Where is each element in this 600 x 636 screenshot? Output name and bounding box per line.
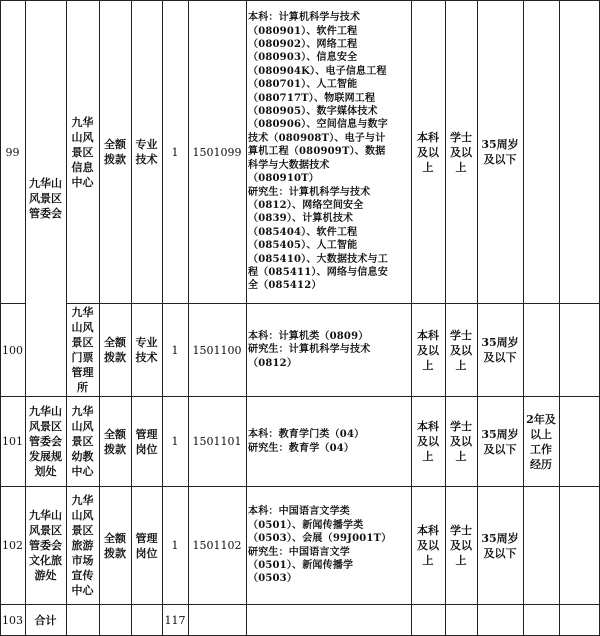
post-code: 1501101 (192, 435, 242, 448)
education-requirement: 本科 及以 上 (417, 130, 439, 174)
degree-requirement: 学士 及以 上 (450, 420, 472, 463)
post-category: 管理 岗位 (135, 427, 158, 456)
row-number: 100 (2, 343, 23, 357)
row-number: 102 (2, 539, 23, 552)
row-number: 103 (2, 613, 23, 627)
department-name: 九华山 风景区 管委会 (29, 177, 62, 220)
post-code: 1501100 (192, 343, 242, 357)
other-requirement: 2年及 以上 工作 经历 (526, 412, 556, 471)
row-number: 99 (5, 145, 20, 159)
major-requirement: 本科：计算机类（0809） 研究生：计算机科学与技术 （0812） (248, 330, 371, 369)
age-requirement: 35周岁 及以下 (481, 138, 519, 166)
education-requirement: 本科 及以 上 (417, 420, 439, 463)
recruit-count: 1 (171, 539, 179, 552)
age-requirement: 35周岁 及以下 (481, 427, 519, 456)
funding-type: 全额 拨款 (104, 531, 126, 560)
major-requirement: 本科：教育学门类（04） 研究生：教育学（04） (248, 429, 365, 454)
post-code: 1501099 (192, 145, 242, 159)
funding-type: 全额 拨款 (104, 427, 126, 456)
degree-requirement: 学士 及以 上 (450, 524, 472, 567)
major-requirement: 本科：中国语言文学类 （0501）、新闻传播学类 （0503）、会展（99J001T） 研究生：中国语言文学 （0501）、新闻传播学 （0503） (248, 506, 392, 585)
recruit-count: 1 (171, 435, 179, 448)
department-name: 九华山 风景区 管委会 发展规 划处 (29, 405, 62, 478)
unit-name: 九华 山风 景区 旅游 市场 宣传 中心 (71, 494, 94, 597)
total-label: 合计 (34, 613, 57, 627)
row-number: 101 (2, 435, 23, 448)
col-border (559, 0, 560, 636)
unit-name: 九华 山风 景区 门票 管理 所 (71, 306, 94, 394)
funding-type: 全额 拨款 (104, 138, 126, 166)
post-category: 管理 岗位 (135, 531, 158, 560)
total-count: 117 (164, 613, 186, 627)
row-border (0, 604, 600, 605)
recruit-count: 1 (171, 145, 179, 159)
funding-type: 全额 拨款 (104, 336, 126, 364)
recruit-count: 1 (171, 343, 179, 357)
post-category: 专业 技术 (135, 336, 158, 364)
education-requirement: 本科 及以 上 (417, 524, 439, 567)
post-category: 专业 技术 (135, 138, 158, 166)
degree-requirement: 学士 及以 上 (450, 328, 472, 372)
major-requirement: 本科：计算机科学与技术 （080901）、软件工程 （080902）、网络工程 （080903）、信息安全 （080904K）、电子信息工程 （080701）、人工智能 （080717T）、物联网工程 （080905）、数字媒体技术 （080906）、空间信息与数字 技术（080908T）、电子与计 算机工程（080909T）、数据 科学与大数据技术 （080910T） 研究生：计算机科学与技术 （0812）、网络空间安全 （0839）、计算机技术 （085404）、软件工程 （085405）、人工智能 （085410）、大数据技术与工 程（085411）、网络与信息安 全（085412） (248, 12, 388, 292)
degree-requirement: 学士 及以 上 (450, 130, 472, 174)
other-requirement (523, 1, 559, 303)
other-requirement (523, 487, 559, 604)
age-requirement: 35周岁 及以下 (481, 531, 519, 560)
unit-name: 九华 山风 景区 信息 中心 (71, 115, 94, 189)
education-requirement: 本科 及以 上 (417, 328, 439, 372)
department-name: 九华山 风景区 管委会 文化旅 游处 (29, 509, 62, 582)
post-code: 1501102 (192, 539, 242, 552)
age-requirement: 35周岁 及以下 (481, 336, 519, 364)
unit-name: 九华 山风 景区 幼教 中心 (71, 405, 94, 478)
other-requirement (523, 304, 559, 396)
